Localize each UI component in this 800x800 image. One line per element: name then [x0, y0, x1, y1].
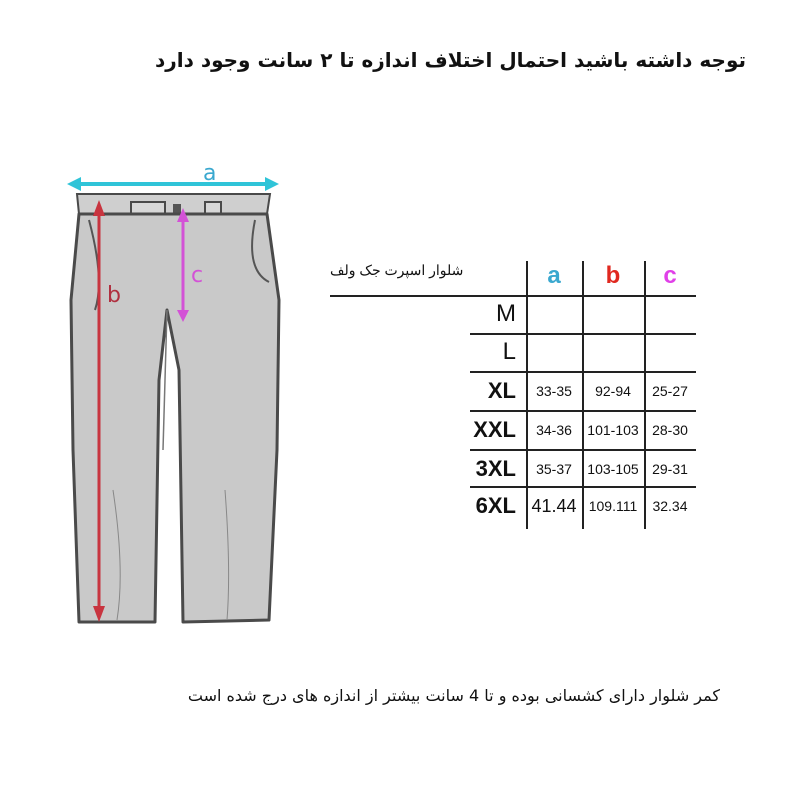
value-c: [644, 333, 696, 371]
value-b: 101-103: [587, 422, 639, 438]
value-b: [582, 333, 644, 371]
value-a: 35-37: [536, 461, 572, 477]
size-label: M: [496, 300, 516, 327]
value-c: 32.34: [652, 498, 688, 514]
dimension-a-arrow: [67, 177, 279, 191]
dimension-b-label: b: [107, 283, 121, 308]
value-b: [582, 295, 644, 333]
bottom-note: کمر شلوار دارای کشسانی بوده و تا 4 سانت بیشتر از اندازه های درج شده است: [187, 686, 720, 705]
table-divider: [582, 261, 584, 529]
table-divider: [526, 261, 528, 529]
value-a: 34-36: [536, 422, 572, 438]
value-a: [526, 295, 582, 333]
value-b: 103-105: [587, 461, 639, 477]
pants-illustration: [55, 150, 295, 640]
dimension-c-label: c: [191, 263, 204, 288]
value-c: [644, 295, 696, 333]
dimension-a-label: a: [203, 161, 217, 186]
value-b: 92-94: [595, 383, 631, 399]
value-a: [526, 333, 582, 371]
table-row: [330, 488, 696, 524]
table-row: [330, 412, 696, 448]
table-header-row: [330, 257, 696, 295]
size-label: XL: [487, 378, 516, 403]
value-a: 33-35: [536, 383, 572, 399]
table-row: [330, 333, 696, 371]
size-label: 3XL: [475, 456, 516, 481]
table-title: شلوار اسپرت جک ولف: [330, 261, 464, 278]
top-note: توجه داشته باشید احتمال اختلاف اندازه تا ۲ سانت وجود دارد: [154, 48, 746, 72]
size-label: 6XL: [475, 493, 516, 518]
value-c: 28-30: [652, 422, 688, 438]
value-b: 109.111: [588, 498, 638, 514]
header-b: b: [605, 262, 621, 289]
size-table: [330, 257, 696, 527]
table-row: [330, 451, 696, 487]
table-divider: [330, 295, 696, 297]
table-row: [330, 373, 696, 409]
header-a: a: [547, 262, 561, 289]
value-a: 41.44: [531, 495, 577, 516]
table-row: [330, 295, 696, 333]
size-label: XXL: [473, 417, 516, 442]
pants-body: [71, 194, 279, 622]
value-c: 25-27: [652, 383, 688, 399]
value-c: 29-31: [652, 461, 688, 477]
size-label: L: [502, 338, 516, 365]
header-c: c: [663, 262, 677, 289]
table-divider: [644, 261, 646, 529]
